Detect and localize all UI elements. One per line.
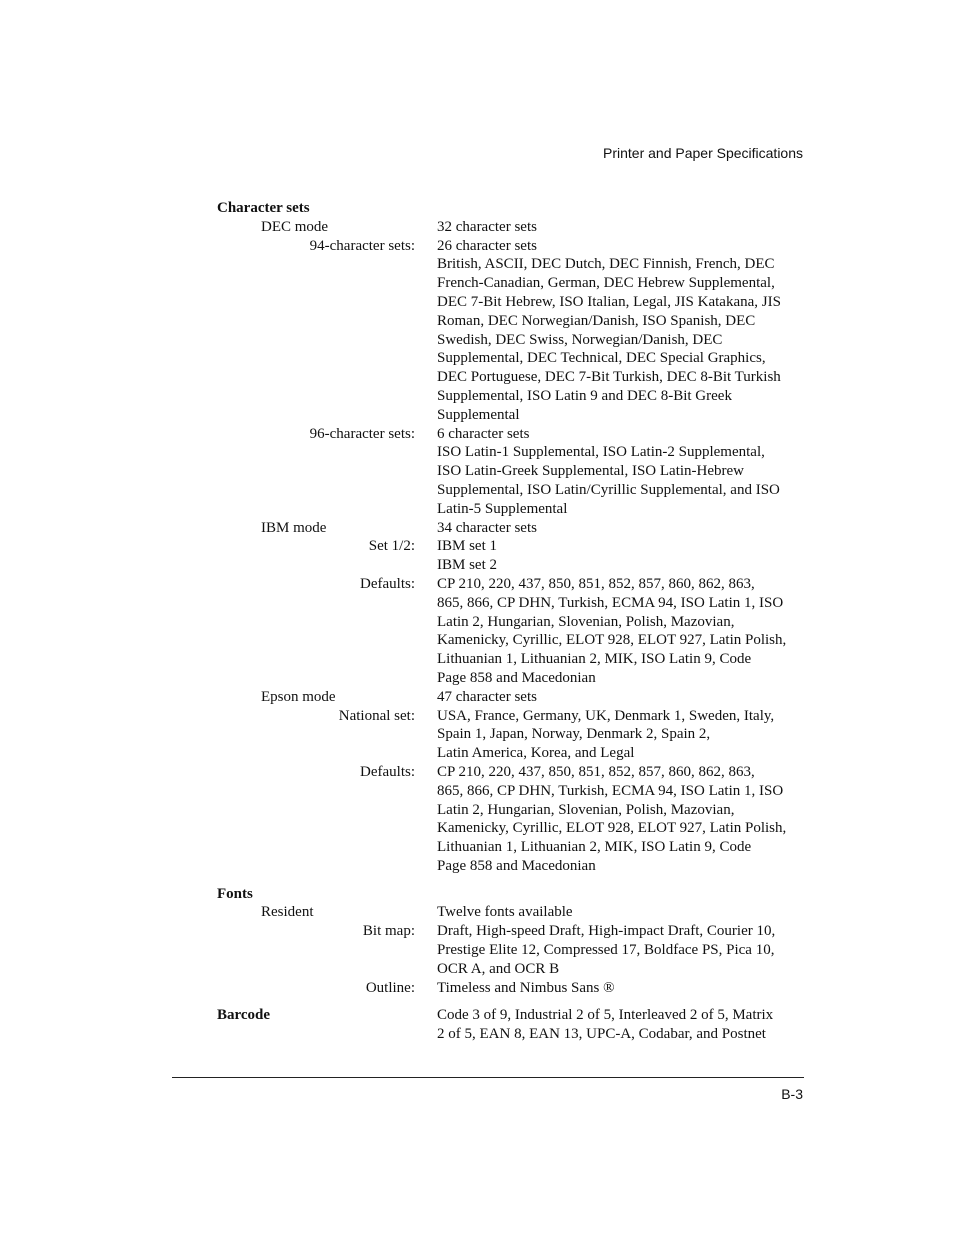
spec-line: Kamenicky, Cyrillic, ELOT 928, ELOT 927, Latin Polish,: [437, 820, 787, 837]
spec-line: Latin 2, Hungarian, Slovenian, Polish, Mazovian,: [437, 613, 735, 630]
epson-national-value: [437, 707, 817, 763]
spec-line: 26 character sets: [437, 237, 537, 254]
ibm-defaults-value: [437, 575, 817, 688]
resident-row: [217, 903, 817, 922]
spec-line: 6 character sets: [437, 425, 530, 442]
spec-line: Latin 2, Hungarian, Slovenian, Polish, Mazovian,: [437, 801, 735, 818]
spec-line: ISO Latin-Greek Supplemental, ISO Latin-Hebrew: [437, 463, 744, 480]
ibm-mode-value: 34 character sets: [437, 519, 537, 536]
spec-line: USA, France, Germany, UK, Denmark 1, Sweden, Italy,: [437, 707, 775, 724]
spec-line: Lithuanian 1, Lithuanian 2, MIK, ISO Latin 9, Code: [437, 651, 752, 668]
bitmap-label: Bit map:: [362, 923, 415, 940]
outline-label: Outline:: [365, 979, 415, 996]
spec-line: DEC 7-Bit Hebrew, ISO Italian, Legal, JIS Katakana, JIS: [437, 293, 781, 310]
dec-mode-label: DEC mode: [261, 218, 329, 235]
barcode-value: [437, 1006, 817, 1044]
ibm-defaults-row: [217, 575, 817, 688]
page-number: B-3: [781, 1086, 803, 1102]
character-sets-heading-row: [217, 199, 817, 218]
ibm-mode-label: IBM mode: [261, 519, 327, 536]
spec-line: Supplemental, ISO Latin/Cyrillic Supplemental, and ISO: [437, 481, 780, 498]
section-heading-barcode: Barcode: [217, 1007, 271, 1024]
spec-line: Timeless and Nimbus Sans ®: [437, 979, 615, 996]
spec-line: IBM set 1: [437, 538, 497, 555]
ibm-set-row: [217, 537, 817, 575]
barcode-row: [217, 1006, 817, 1044]
spec-line: Page 858 and Macedonian: [437, 669, 596, 686]
epson-defaults-row: [217, 763, 817, 876]
dec-96-label: 96-character sets:: [309, 425, 415, 442]
bitmap-row: [217, 922, 817, 978]
epson-defaults-value: [437, 763, 817, 876]
epson-defaults-label: Defaults:: [360, 763, 415, 780]
dec-mode-value: 32 character sets: [437, 218, 537, 235]
spec-line: British, ASCII, DEC Dutch, DEC Finnish, French, DEC: [437, 256, 775, 273]
dec-94-label: 94-character sets:: [309, 237, 415, 254]
spec-line: 2 of 5, EAN 8, EAN 13, UPC-A, Codabar, and Postnet: [437, 1026, 766, 1043]
spec-line: Latin-5 Supplemental: [437, 500, 568, 517]
spec-line: ISO Latin-1 Supplemental, ISO Latin-2 Supplemental,: [437, 444, 765, 461]
spec-line: Supplemental, ISO Latin 9 and DEC 8-Bit Greek: [437, 387, 732, 404]
spec-line: Page 858 and Macedonian: [437, 857, 596, 874]
outline-row: [217, 979, 817, 998]
bitmap-value: [437, 922, 817, 978]
spec-line: Roman, DEC Norwegian/Danish, ISO Spanish, DEC: [437, 312, 756, 329]
spec-line: Kamenicky, Cyrillic, ELOT 928, ELOT 927, Latin Polish,: [437, 632, 787, 649]
dec-94-row: [217, 237, 817, 425]
spec-line: Prestige Elite 12, Compressed 17, Boldface PS, Pica 10,: [437, 942, 775, 959]
spec-line: IBM set 2: [437, 557, 497, 574]
epson-mode-label: Epson mode: [261, 688, 336, 705]
footer-divider: [172, 1077, 804, 1078]
spec-line: Spain 1, Japan, Norway, Denmark 2, Spain 2,: [437, 726, 711, 743]
spec-line: CP 210, 220, 437, 850, 851, 852, 857, 860, 862, 863,: [437, 575, 755, 592]
ibm-set-value: [437, 537, 817, 575]
spec-content: [217, 199, 817, 1044]
epson-mode-value: 47 character sets: [437, 688, 537, 705]
page-header: Printer and Paper Specifications: [603, 145, 803, 161]
dec-96-value: [437, 425, 817, 519]
spec-line: Supplemental: [437, 406, 520, 423]
spec-line: Swedish, DEC Swiss, Norwegian/Danish, DEC: [437, 331, 723, 348]
resident-value: Twelve fonts available: [437, 904, 573, 921]
spec-line: CP 210, 220, 437, 850, 851, 852, 857, 860, 862, 863,: [437, 763, 755, 780]
ibm-defaults-label: Defaults:: [360, 575, 415, 592]
section-heading-character-sets: Character sets: [217, 200, 310, 216]
epson-national-row: [217, 707, 817, 763]
spec-line: Lithuanian 1, Lithuanian 2, MIK, ISO Latin 9, Code: [437, 839, 752, 856]
spec-line: 865, 866, CP DHN, Turkish, ECMA 94, ISO Latin 1, ISO: [437, 594, 784, 611]
spec-line: Latin America, Korea, and Legal: [437, 745, 635, 762]
spec-line: 865, 866, CP DHN, Turkish, ECMA 94, ISO Latin 1, ISO: [437, 782, 784, 799]
spec-line: Code 3 of 9, Industrial 2 of 5, Interleaved 2 of 5, Matrix: [437, 1007, 774, 1024]
dec-96-row: [217, 425, 817, 519]
dec-94-value: [437, 237, 817, 425]
epson-national-label: National set:: [338, 707, 415, 724]
spec-line: OCR A, and OCR B: [437, 960, 560, 977]
spec-line: Draft, High-speed Draft, High-impact Draft, Courier 10,: [437, 923, 776, 940]
section-heading-fonts: Fonts: [217, 885, 253, 902]
spec-line: French-Canadian, German, DEC Hebrew Supplemental,: [437, 275, 775, 292]
dec-mode-row: [217, 218, 817, 237]
spec-line: Supplemental, DEC Technical, DEC Special Graphics,: [437, 350, 766, 367]
spec-line: DEC Portuguese, DEC 7-Bit Turkish, DEC 8-Bit Turkish: [437, 369, 781, 386]
fonts-heading-row: [217, 885, 817, 904]
ibm-set-label: Set 1/2:: [368, 538, 415, 555]
ibm-mode-row: [217, 519, 817, 538]
outline-value: [437, 979, 817, 998]
epson-mode-row: [217, 688, 817, 707]
resident-label: Resident: [261, 904, 314, 921]
